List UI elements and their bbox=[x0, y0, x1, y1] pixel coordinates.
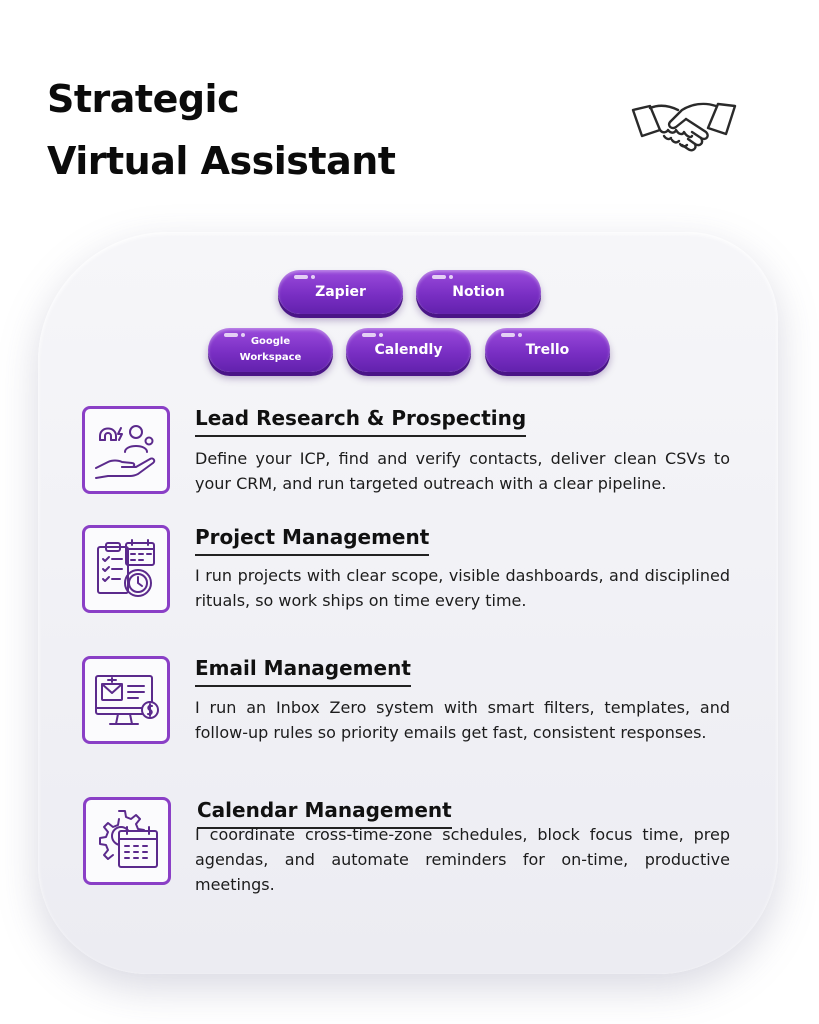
service-icon-box bbox=[82, 656, 170, 744]
service-title: Email Management bbox=[195, 656, 411, 687]
tool-label: Calendly bbox=[374, 342, 443, 358]
tool-label bbox=[240, 334, 302, 366]
tool-label-line-2: Workspace bbox=[239, 352, 302, 363]
tool-label: Zapier bbox=[315, 284, 366, 300]
page-title bbox=[47, 68, 395, 192]
service-icon-box bbox=[82, 406, 170, 494]
tool-pill-notion[interactable] bbox=[416, 270, 541, 314]
tool-pill-calendly[interactable] bbox=[346, 328, 471, 372]
gear-calendar-icon bbox=[93, 807, 161, 875]
service-title: Calendar Management bbox=[197, 798, 452, 829]
title-line-1: Strategic bbox=[47, 77, 240, 121]
clipboard-calendar-clock-icon bbox=[92, 535, 160, 603]
tool-pill-google-workspace[interactable] bbox=[208, 328, 333, 372]
service-icon-box bbox=[82, 525, 170, 613]
service-description: I coordinate cross-time-zone schedules, block focus time, prep agendas, and automate reminders for on-time, productive meetings. bbox=[195, 825, 730, 894]
service-description: Define your ICP, find and verify contacts, deliver clean CSVs to your CRM, and run targeted outreach with a clear pipeline. bbox=[195, 449, 730, 493]
handshake-icon bbox=[630, 96, 738, 162]
service-description: I run projects with clear scope, visible dashboards, and disciplined rituals, so work ships on time every time. bbox=[195, 566, 730, 610]
service-title: Lead Research & Prospecting bbox=[195, 406, 526, 437]
magnet-hand-person-icon bbox=[92, 416, 160, 484]
service-description: I run an Inbox Zero system with smart filters, templates, and follow-up rules so priority emails get fast, consistent responses. bbox=[195, 698, 730, 742]
tool-pill-trello[interactable] bbox=[485, 328, 610, 372]
monitor-email-icon bbox=[92, 666, 160, 734]
tool-label: Notion bbox=[452, 284, 505, 300]
tool-label-line-1: Google bbox=[250, 336, 291, 347]
title-line-2: Virtual Assistant bbox=[47, 139, 396, 183]
service-icon-box bbox=[83, 797, 171, 885]
tool-pill-zapier[interactable] bbox=[278, 270, 403, 314]
tool-label: Trello bbox=[525, 342, 570, 358]
service-title: Project Management bbox=[195, 525, 429, 556]
